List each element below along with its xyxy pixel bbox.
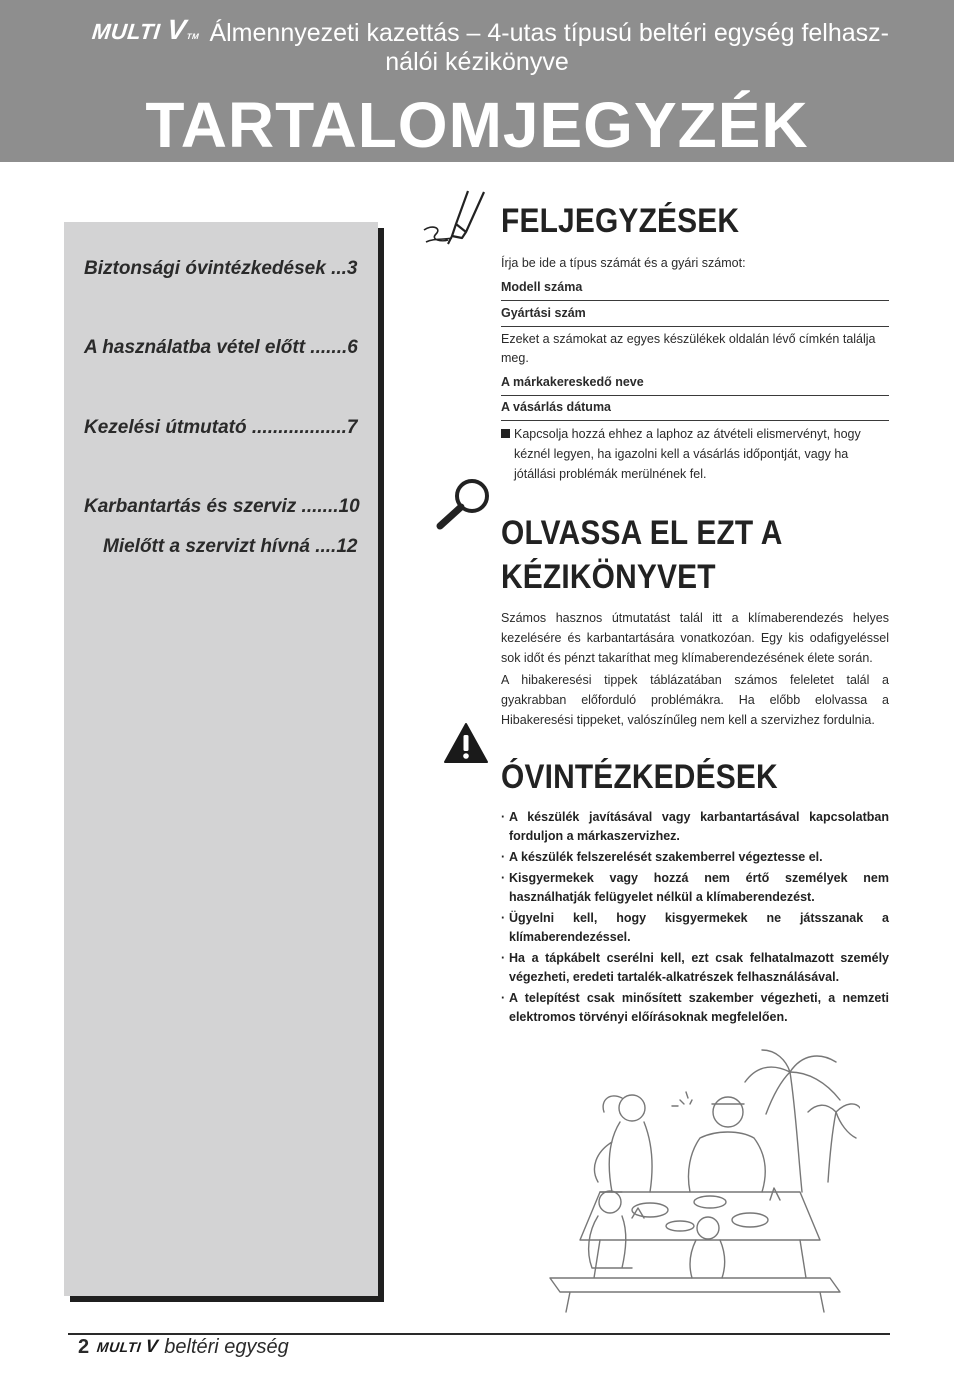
footer-divider [68, 1333, 890, 1335]
subtitle-text-1: Álmennyezeti kazettás – 4-utas típusú beltéri egység felhasz- [209, 19, 889, 47]
page-header [0, 0, 954, 162]
precaution-item: · Kisgyermekek vagy hozzá nem értő személyek nem használhatják felügyelet nélkül a klímaberendezést. [501, 869, 889, 907]
pen-icon [422, 188, 492, 254]
precaution-item: · Ha a tápkábelt cserélni kell, ezt csak felhatalmazott személy végezheti, eredeti tartalék-alkatrészek felhasználásával. [501, 949, 889, 987]
square-bullet-icon [501, 429, 510, 438]
toc-panel [64, 222, 378, 1296]
serial-number-line[interactable] [501, 326, 889, 327]
notes-intro: Írja be ide a típus számát és a gyári számot: [501, 256, 746, 270]
serial-number-label: Gyártási szám [501, 306, 586, 320]
page-number: 2 [78, 1336, 90, 1358]
dealer-name-line[interactable] [501, 395, 889, 396]
read-manual-paragraph-1: Számos hasznos útmutatást talál itt a klímaberendezés helyes kezelésére és karbantartására vonatkozóan. Egy kis odafigyeléssel sok időt és pénzt takaríthat meg klímaberendezésének élete során. [501, 611, 889, 665]
toc-item-before-service[interactable]: Mielőtt a szervizt hívná ....12 [103, 536, 358, 557]
multi-v-logo: MULTI VTM [90, 14, 200, 45]
precaution-item: · A készülék javításával vagy karbantartásával kapcsolatban forduljon a márkaszervizhez. [501, 808, 889, 846]
footer-text: beltéri egység [164, 1336, 289, 1358]
label-location-info: Ezeket a számokat az egyes készülékek oldalán lévő címkén találja meg. [501, 332, 876, 365]
header-subtitle-line1 [92, 12, 892, 48]
toc-item-maintenance[interactable]: Karbantartás és szerviz .......10 [84, 496, 360, 517]
magnifier-icon [434, 476, 494, 532]
precaution-item: · Ügyelni kell, hogy kisgyermekek ne játsszanak a klímaberendezéssel. [501, 909, 889, 947]
page-footer [78, 1336, 289, 1362]
toc-item-operation[interactable]: Kezelési útmutató ..................7 [84, 417, 358, 438]
read-manual-title-line2: KÉZIKÖNYVET [501, 558, 716, 596]
toc-item-safety[interactable]: Biztonsági óvintézkedések ...3 [84, 258, 358, 279]
model-number-line[interactable] [501, 300, 889, 301]
precaution-item: · A készülék felszerelését szakemberrel végeztesse el. [501, 848, 889, 867]
footer-multi-v-logo: MULTI V [96, 1336, 160, 1356]
dealer-name-label: A márkakereskedő neve [501, 375, 644, 389]
read-manual-title-line1: OLVASSA EL EZT A [501, 514, 783, 552]
notes-title: FELJEGYZÉSEK [501, 202, 740, 240]
read-manual-paragraph-2: A hibakeresési tippek táblázatában számos feleletet talál a gyakrabban előforduló problémákra. Ha előbb elolvassa a Hibakeresési tippeket, valószínűleg nem kell a szervizhez fordulnia. [501, 673, 889, 727]
precautions-list [501, 808, 889, 1029]
page-title: TARTALOMJEGYZÉK [145, 89, 809, 161]
purchase-date-line[interactable] [501, 420, 889, 421]
toc-item-before-use[interactable]: A használatba vétel előtt .......6 [84, 337, 358, 358]
warning-triangle-icon [443, 722, 489, 764]
precautions-title: ÓVINTÉZKEDÉSEK [501, 758, 778, 796]
family-picnic-illustration [540, 1042, 860, 1314]
precaution-item: · A telepítést csak minősített szakember végezheti, a nemzeti elektromos törvényi előírásoknak megfelelően. [501, 989, 889, 1027]
header-subtitle-line2: nálói kézikönyve [385, 48, 569, 76]
purchase-date-label: A vásárlás dátuma [501, 400, 612, 414]
model-number-label: Modell száma [501, 280, 583, 294]
staple-receipt-note: Kapcsolja hozzá ehhez a laphoz az átvételi elismervényt, hogy kéznél legyen, ha igazolni kell a vásárlás időpontját, vagy ha jótállási problémák merülnének fel. [501, 424, 889, 484]
